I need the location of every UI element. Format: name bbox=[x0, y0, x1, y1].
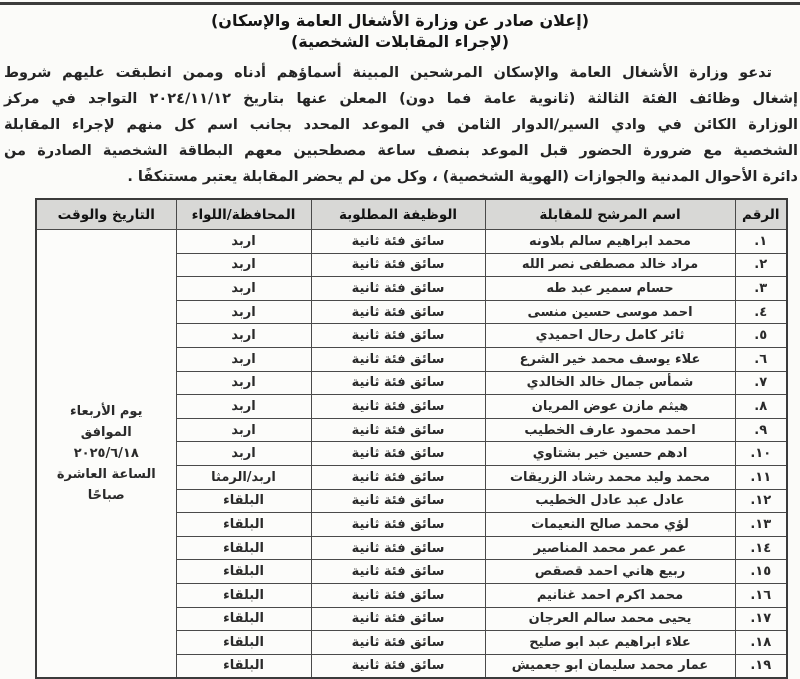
candidate-name: حسام سمير عبد طه bbox=[485, 277, 735, 301]
governorate: اربد/الرمثا bbox=[176, 465, 311, 489]
intro-line: تدعو وزارة الأشغال العامة والإسكان المرشحين المبينة أسماؤهم أدناه وممن انطبقت عليهم شروط bbox=[4, 65, 772, 81]
governorate: اربد bbox=[176, 300, 311, 324]
candidate-name: احمد محمود عارف الخطيب bbox=[485, 418, 735, 442]
governorate: اربد bbox=[176, 230, 311, 254]
job-title: سائق فئة ثانية bbox=[311, 513, 485, 537]
row-number: ١٥. bbox=[735, 560, 787, 584]
job-title: سائق فئة ثانية bbox=[311, 489, 485, 513]
row-number: ٢. bbox=[735, 253, 787, 277]
governorate: اربد bbox=[176, 253, 311, 277]
candidate-name: مراد خالد مصطفى نصر الله bbox=[485, 253, 735, 277]
candidate-name: يحيى محمد سالم العرجان bbox=[485, 607, 735, 631]
row-number: ١٣. bbox=[735, 513, 787, 537]
candidate-name: شمأس جمال خالد الخالدي bbox=[485, 371, 735, 395]
header-governorate: المحافظة/اللواء bbox=[176, 199, 311, 230]
candidate-name: عمر عمر محمد المناصير bbox=[485, 536, 735, 560]
row-number: ٣. bbox=[735, 277, 787, 301]
datetime-cell bbox=[36, 230, 176, 679]
job-title: سائق فئة ثانية bbox=[311, 442, 485, 466]
governorate: البلقاء bbox=[176, 583, 311, 607]
job-title: سائق فئة ثانية bbox=[311, 253, 485, 277]
header-number: الرقم bbox=[735, 199, 787, 230]
job-title: سائق فئة ثانية bbox=[311, 560, 485, 584]
job-title: سائق فئة ثانية bbox=[311, 277, 485, 301]
intro-line: الشخصية مع ضرورة الحضور قبل الموعد بنصف ساعة مصطحبين معهم البطاقة الشخصية الصادرة من bbox=[4, 143, 798, 159]
governorate: البلقاء bbox=[176, 489, 311, 513]
datetime-line: الساعة العاشرة bbox=[56, 467, 156, 483]
job-title: سائق فئة ثانية bbox=[311, 607, 485, 631]
candidate-name: محمد وليد محمد رشاد الزريقات bbox=[485, 465, 735, 489]
job-title: سائق فئة ثانية bbox=[311, 418, 485, 442]
table-body bbox=[36, 230, 787, 679]
datetime-line: يوم الأربعاء bbox=[70, 404, 143, 420]
title-line-2: (لإجراء المقابلات الشخصية) bbox=[290, 32, 510, 51]
governorate: البلقاء bbox=[176, 513, 311, 537]
candidate-name: علاء يوسف محمد خير الشرع bbox=[485, 347, 735, 371]
intro-line: الوزارة الكائن في وادي السير/الدوار الثامن في الموعد المحدد بجانب اسم كل منهم لإجراء المقابلة bbox=[4, 117, 798, 133]
governorate: اربد bbox=[176, 277, 311, 301]
header-job: الوظيفة المطلوبة bbox=[311, 199, 485, 230]
job-title: سائق فئة ثانية bbox=[311, 300, 485, 324]
governorate: البلقاء bbox=[176, 631, 311, 655]
governorate: اربد bbox=[176, 442, 311, 466]
datetime-line: الموافق bbox=[80, 425, 132, 441]
governorate: اربد bbox=[176, 395, 311, 419]
row-number: ٧. bbox=[735, 371, 787, 395]
row-number: ١١. bbox=[735, 465, 787, 489]
candidate-name: احمد موسى حسين منسى bbox=[485, 300, 735, 324]
datetime-line: ٢٠٢٥/٦/١٨ bbox=[73, 446, 139, 462]
candidate-name: ثائر كامل رحال احميدي bbox=[485, 324, 735, 348]
governorate: اربد bbox=[176, 324, 311, 348]
row-number: ١٧. bbox=[735, 607, 787, 631]
job-title: سائق فئة ثانية bbox=[311, 654, 485, 678]
governorate: اربد bbox=[176, 418, 311, 442]
governorate: البلقاء bbox=[176, 654, 311, 678]
governorate: البلقاء bbox=[176, 607, 311, 631]
candidate-name: عادل عبد عادل الخطيب bbox=[485, 489, 735, 513]
table-row bbox=[36, 230, 787, 254]
job-title: سائق فئة ثانية bbox=[311, 230, 485, 254]
job-title: سائق فئة ثانية bbox=[311, 324, 485, 348]
row-number: ١٤. bbox=[735, 536, 787, 560]
row-number: ٤. bbox=[735, 300, 787, 324]
governorate: اربد bbox=[176, 347, 311, 371]
row-number: ٦. bbox=[735, 347, 787, 371]
candidate-name: هيثم مازن عوض المريان bbox=[485, 395, 735, 419]
governorate: البلقاء bbox=[176, 560, 311, 584]
job-title: سائق فئة ثانية bbox=[311, 631, 485, 655]
candidate-name: علاء ابراهيم عبد ابو صليح bbox=[485, 631, 735, 655]
governorate: البلقاء bbox=[176, 536, 311, 560]
job-title: سائق فئة ثانية bbox=[311, 583, 485, 607]
candidates-table bbox=[35, 198, 788, 679]
row-number: ٨. bbox=[735, 395, 787, 419]
intro-paragraph bbox=[4, 60, 798, 190]
candidate-name: محمد ابراهيم سالم بلاونه bbox=[485, 230, 735, 254]
row-number: ١٨. bbox=[735, 631, 787, 655]
candidate-name: ادهم حسين خير بشتاوي bbox=[485, 442, 735, 466]
row-number: ٥. bbox=[735, 324, 787, 348]
candidate-name: محمد اكرم احمد غنانيم bbox=[485, 583, 735, 607]
row-number: ١٢. bbox=[735, 489, 787, 513]
row-number: ١٩. bbox=[735, 654, 787, 678]
intro-line: إشغال وظائف الفئة الثالثة (ثانوية عامة فما دون) المعلن عنها بتاريخ ٢٠٢٤/١١/١٢ التواجد في مركز bbox=[4, 91, 798, 107]
job-title: سائق فئة ثانية bbox=[311, 395, 485, 419]
row-number: ١٦. bbox=[735, 583, 787, 607]
table-header-row bbox=[36, 199, 787, 230]
job-title: سائق فئة ثانية bbox=[311, 347, 485, 371]
datetime-line: صباحًا bbox=[87, 488, 125, 504]
job-title: سائق فئة ثانية bbox=[311, 371, 485, 395]
candidate-name: لؤي محمد صالح النعيمات bbox=[485, 513, 735, 537]
intro-line: دائرة الأحوال المدنية والجوازات (الهوية الشخصية) ، وكل من لم يحضر المقابلة يعتبر مستنكفًا . bbox=[127, 169, 798, 185]
job-title: سائق فئة ثانية bbox=[311, 465, 485, 489]
title-line-1: (إعلان صادر عن وزارة الأشغال العامة والإسكان) bbox=[210, 11, 590, 30]
candidate-name: عمار محمد سليمان ابو جعميش bbox=[485, 654, 735, 678]
document-title bbox=[0, 10, 800, 52]
candidate-name: ربيع هاني احمد قصقص bbox=[485, 560, 735, 584]
header-candidate: اسم المرشح للمقابلة bbox=[485, 199, 735, 230]
header-datetime: التاريخ والوقت bbox=[36, 199, 176, 230]
row-number: ١. bbox=[735, 230, 787, 254]
job-title: سائق فئة ثانية bbox=[311, 536, 485, 560]
governorate: اربد bbox=[176, 371, 311, 395]
top-divider-line bbox=[0, 2, 800, 5]
row-number: ٩. bbox=[735, 418, 787, 442]
row-number: ١٠. bbox=[735, 442, 787, 466]
